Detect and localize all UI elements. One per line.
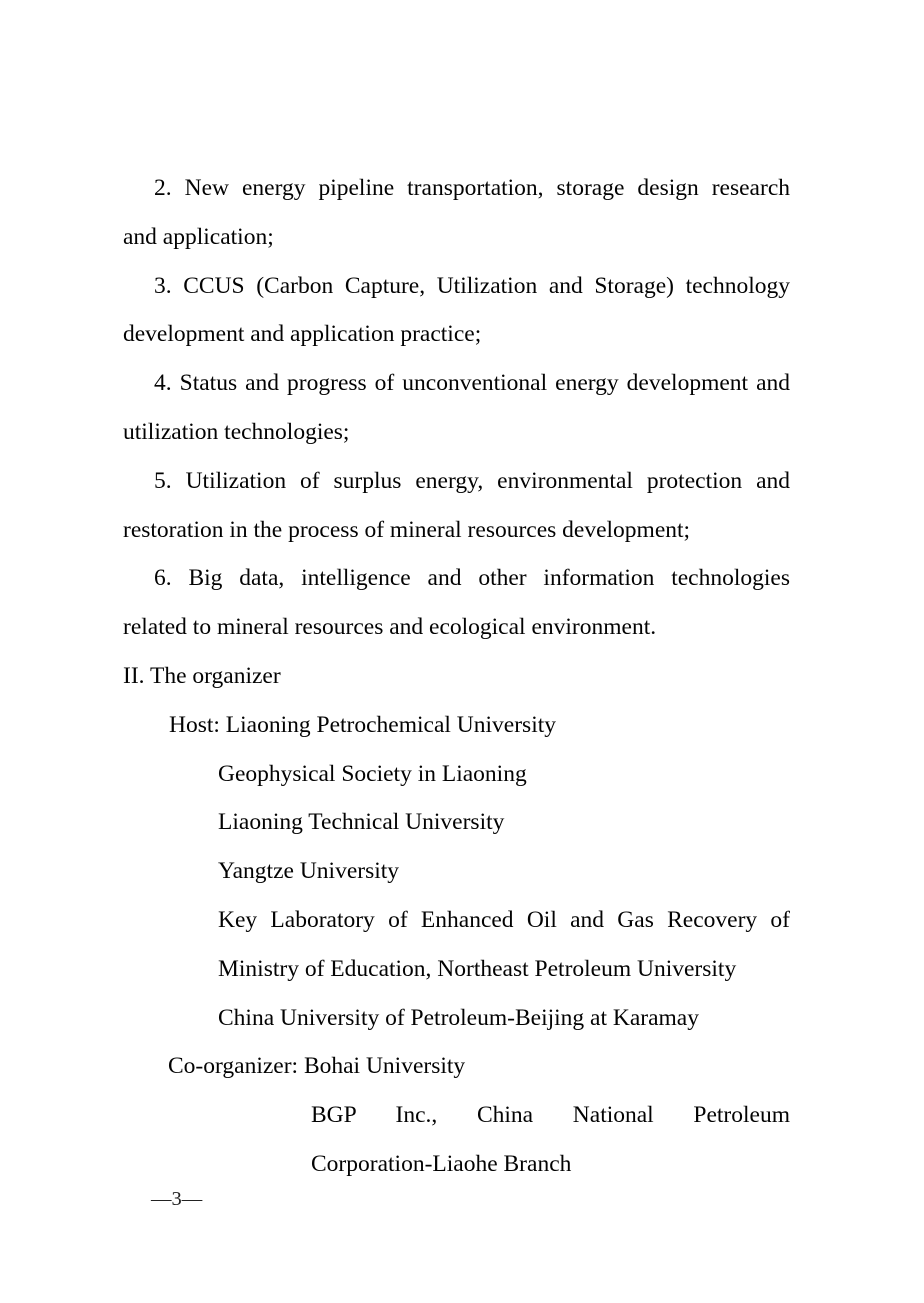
- line-co-organizer-entry-bgp-a: BGP Inc., China National Petroleum: [311, 1102, 790, 1129]
- line-topic-2a: 2. New energy pipeline transportation, storage design research: [154, 175, 790, 201]
- line-topic-3b: development and application practice;: [123, 321, 482, 348]
- line-co-organizer-entry-bgp-b: Corporation-Liaohe Branch: [311, 1150, 572, 1177]
- line-host-entry-yangtze: Yangtze University: [218, 858, 400, 885]
- line-topic-4b: utilization technologies;: [123, 418, 350, 445]
- line-topic-6b: related to mineral resources and ecological environment.: [123, 614, 657, 641]
- line-co-organizer: Co-organizer: Bohai University: [168, 1053, 466, 1080]
- line-host-entry-china-university-petroleum: China University of Petroleum-Beijing at Karamay: [218, 1004, 699, 1031]
- line-topic-2b: and application;: [123, 223, 274, 250]
- line-host-entry-key-laboratory-b: Ministry of Education, Northeast Petroleum University: [218, 955, 737, 982]
- heading-organizer-section: II. The organizer: [123, 662, 281, 689]
- line-topic-4a: 4. Status and progress of unconventional energy development and: [154, 370, 790, 397]
- page-number: —3—: [151, 1188, 203, 1210]
- line-host: Host: Liaoning Petrochemical University: [169, 711, 557, 738]
- line-host-entry-liaoning-technical: Liaoning Technical University: [218, 809, 505, 836]
- line-host-entry-geophysical-society: Geophysical Society in Liaoning: [218, 760, 527, 787]
- line-topic-5b: restoration in the process of mineral resources development;: [123, 516, 691, 543]
- line-topic-6a: 6. Big data, intelligence and other information technologies: [154, 565, 790, 592]
- line-topic-3a: 3. CCUS (Carbon Capture, Utilization and Storage) technology: [154, 272, 790, 299]
- line-topic-5a: 5. Utilization of surplus energy, environmental protection and: [154, 467, 790, 494]
- line-host-entry-key-laboratory-a: Key Laboratory of Enhanced Oil and Gas Recovery of: [218, 906, 790, 933]
- document-body: [123, 164, 790, 1189]
